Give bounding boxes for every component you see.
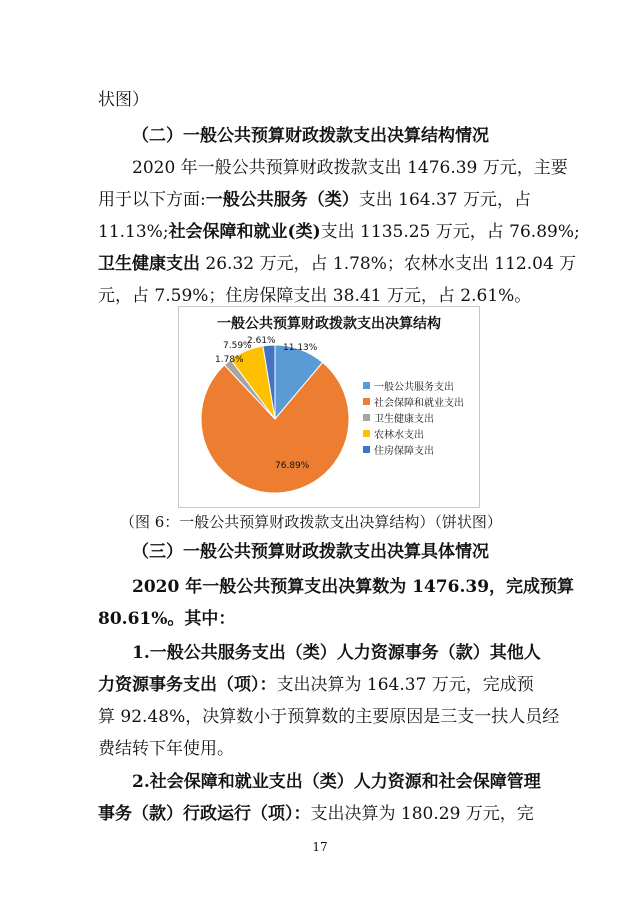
slice-label: 7.59%: [223, 341, 252, 351]
text-line: 2.社会保障和就业支出（类）人力资源和社会保障管理: [132, 772, 541, 792]
section-heading: （三）一般公共预算财政拨款支出决算具体情况: [132, 542, 489, 562]
legend-item: [363, 377, 464, 393]
text-line: 算 92.48%，决算数小于预算数的主要原因是三支一扶人员经: [98, 707, 560, 727]
text-line: [98, 190, 531, 210]
legend-item: [363, 409, 464, 425]
text-span: 支出 164.37 万元，占: [358, 190, 532, 210]
text-span: 用于以下方面:: [98, 190, 206, 210]
legend-label: 社会保障和就业支出: [374, 397, 464, 409]
legend-swatch: [363, 398, 370, 405]
text-line: 1.一般公共服务支出（类）人力资源事务（款）其他人: [132, 643, 541, 663]
legend-item: [363, 441, 464, 457]
legend-swatch: [363, 446, 370, 453]
chart-title: 一般公共预算财政拨款支出决算结构: [217, 316, 441, 332]
legend-item: [363, 425, 464, 441]
text-span: 支出 1135.25 万元，占 76.89%;: [320, 222, 580, 242]
legend-item: [363, 393, 464, 409]
legend-label: 住房保障支出: [374, 445, 434, 457]
legend-swatch: [363, 414, 370, 421]
bold-span: 事务（款）行政运行（项）：: [98, 804, 311, 824]
text-line: 2020 年一般公共预算财政拨款支出 1476.39 万元，主要: [132, 158, 568, 178]
bold-span: 社会保障和就业(类): [168, 222, 321, 242]
slice-label: 76.89%: [275, 461, 310, 471]
slice-label: 11.13%: [283, 343, 318, 353]
legend-label: 卫生健康支出: [374, 413, 434, 425]
text-line: 状图）: [98, 90, 149, 110]
pie-chart: [178, 306, 480, 508]
slice-label: 1.78%: [215, 355, 244, 365]
slice-label: 2.61%: [247, 336, 276, 346]
legend-label: 农林水支出: [374, 429, 424, 441]
text-span: 支出决算为 164.37 万元，完成预: [276, 675, 534, 695]
text-line: 2020 年一般公共预算支出决算数为 1476.39，完成预算: [132, 577, 575, 597]
legend-swatch: [363, 430, 370, 437]
text-span: 支出决算为 180.29 万元，完: [310, 804, 534, 824]
bold-span: 卫生健康支出: [98, 254, 200, 274]
text-line: [98, 222, 580, 242]
page-number: 17: [312, 840, 328, 854]
legend-label: 一般公共服务支出: [374, 381, 454, 393]
bold-span: 一般公共服务（类）: [205, 190, 359, 210]
text-line: [98, 804, 534, 824]
section-heading: （二）一般公共预算财政拨款支出决算结构情况: [132, 126, 489, 146]
text-span: 11.13%;: [98, 222, 169, 242]
text-span: 26.32 万元，占 1.78%；农林水支出 112.04 万: [200, 254, 577, 274]
text-line: [98, 675, 534, 695]
text-line: [98, 254, 576, 274]
figure-caption: （图 6：一般公共预算财政拨款支出决算结构）（饼状图）: [120, 513, 502, 531]
text-line: 80.61%。其中：: [98, 609, 236, 629]
text-line: 费结转下年使用。: [98, 739, 234, 759]
text-line: 元，占 7.59%；住房保障支出 38.41 万元，占 2.61%。: [98, 286, 532, 306]
chart-legend: [363, 377, 464, 457]
legend-swatch: [363, 382, 370, 389]
bold-span: 力资源事务支出（项）：: [98, 675, 277, 695]
